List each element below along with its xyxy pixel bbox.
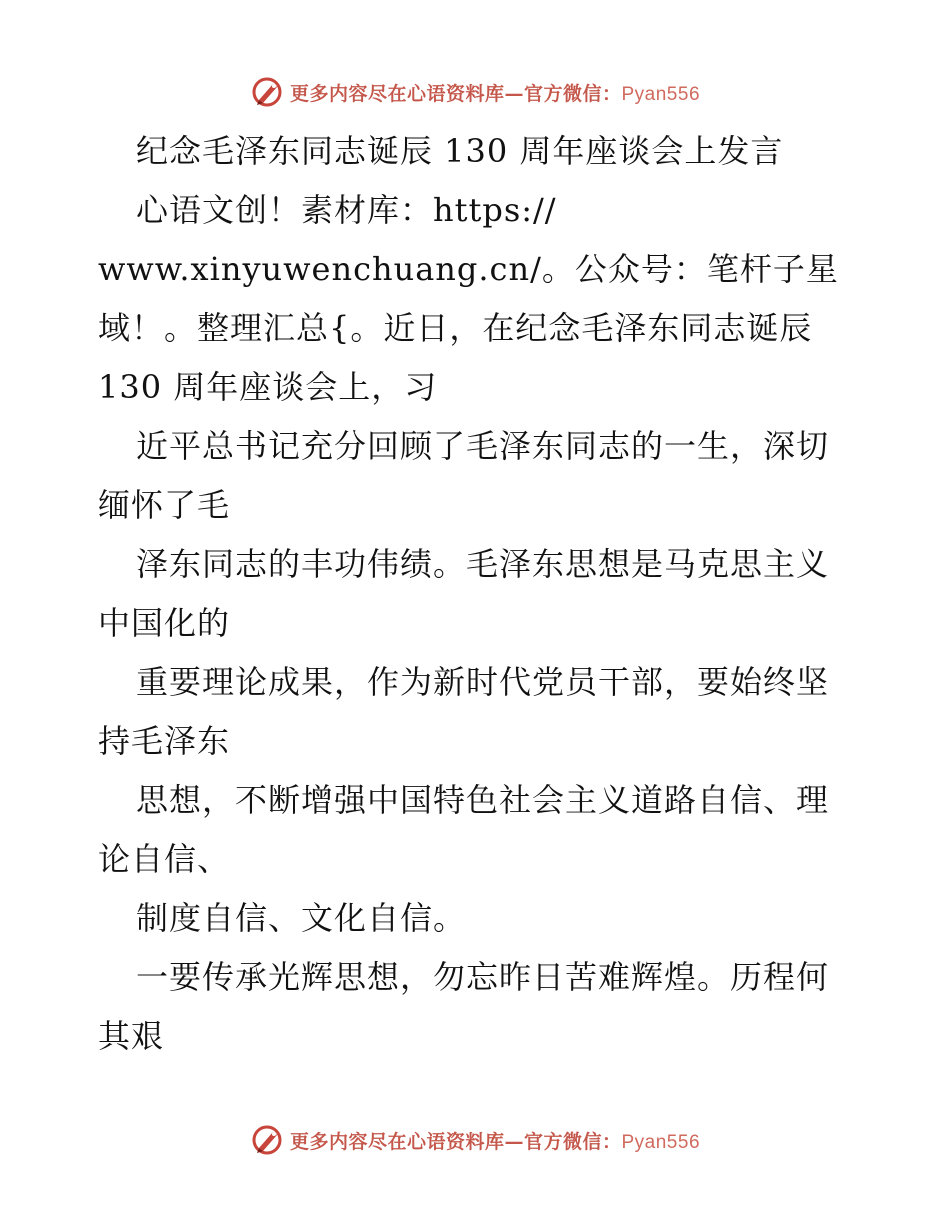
text-line: 泽东同志的丰功伟绩。毛泽东思想是马克思主义	[136, 545, 830, 583]
text-line: 域！。整理汇总{。近日，在纪念毛泽东同志诞辰	[98, 309, 813, 347]
pen-logo-icon	[250, 1123, 284, 1157]
pen-logo-icon	[250, 75, 284, 109]
text-line: 130 周年座谈会上，习	[98, 368, 438, 406]
banner-text	[290, 1127, 700, 1154]
banner-text	[290, 79, 700, 106]
text-line: 持毛泽东	[98, 722, 231, 760]
text-line: 一要传承光辉思想，勿忘昨日苦难辉煌。历程何	[136, 958, 830, 996]
text-line: 制度自信、文化自信。	[136, 899, 467, 937]
header-banner	[0, 72, 950, 112]
footer-banner	[0, 1120, 950, 1160]
text-line: 思想，不断增强中国特色社会主义道路自信、理	[136, 781, 830, 819]
text-line: 纪念毛泽东同志诞辰 130 周年座谈会上发言	[136, 132, 784, 170]
banner-slogan: 更多内容尽在心语资料库—官方微信：	[289, 82, 622, 105]
wechat-id: Pyan556	[621, 1131, 701, 1153]
text-line: 心语文创！素材库：https://	[136, 191, 557, 229]
text-line: 重要理论成果，作为新时代党员干部，要始终坚	[136, 663, 830, 701]
text-line: 中国化的	[98, 604, 231, 642]
text-line: www.xinyuwenchuang.cn/。公众号：笔杆子星	[98, 250, 839, 288]
text-line: 其艰	[98, 1017, 165, 1055]
text-line: 缅怀了毛	[98, 486, 231, 524]
text-line: 论自信、	[98, 840, 231, 878]
banner-slogan: 更多内容尽在心语资料库—官方微信：	[289, 1130, 622, 1153]
text-line: 近平总书记充分回顾了毛泽东同志的一生，深切	[136, 427, 830, 465]
document-body	[98, 122, 858, 1066]
wechat-id: Pyan556	[621, 83, 701, 105]
